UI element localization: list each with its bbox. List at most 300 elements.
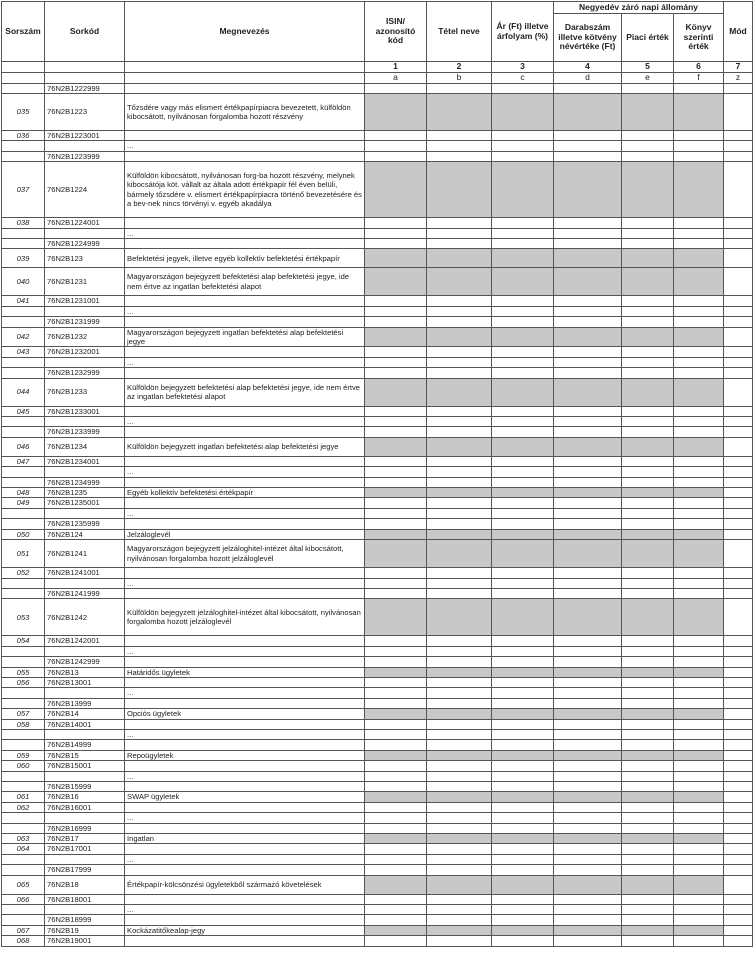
data-cell[interactable] [674, 467, 724, 477]
data-cell[interactable] [554, 467, 622, 477]
mod-cell[interactable] [724, 456, 753, 466]
data-cell[interactable] [492, 915, 554, 925]
data-cell[interactable] [492, 306, 554, 316]
data-cell[interactable] [492, 782, 554, 792]
data-cell[interactable] [622, 688, 674, 698]
data-cell[interactable] [554, 417, 622, 427]
data-cell[interactable] [427, 740, 492, 750]
data-cell[interactable] [674, 719, 724, 729]
mod-cell[interactable] [724, 347, 753, 357]
mod-cell[interactable] [724, 130, 753, 140]
data-cell[interactable] [554, 296, 622, 306]
data-cell[interactable] [674, 844, 724, 854]
data-cell[interactable] [554, 368, 622, 378]
data-cell[interactable] [622, 636, 674, 646]
data-cell[interactable] [554, 894, 622, 904]
data-cell[interactable] [622, 317, 674, 327]
data-cell[interactable] [674, 588, 724, 598]
data-cell[interactable] [554, 228, 622, 238]
data-cell[interactable] [492, 477, 554, 487]
data-cell[interactable] [427, 588, 492, 598]
data-cell[interactable] [427, 636, 492, 646]
data-cell[interactable] [622, 729, 674, 739]
data-cell[interactable] [622, 456, 674, 466]
data-cell[interactable] [622, 519, 674, 529]
mod-cell[interactable] [724, 792, 753, 802]
data-cell[interactable] [622, 936, 674, 946]
data-cell[interactable] [492, 894, 554, 904]
data-cell[interactable] [622, 740, 674, 750]
data-cell[interactable] [554, 317, 622, 327]
data-cell[interactable] [492, 296, 554, 306]
mod-cell[interactable] [724, 83, 753, 93]
data-cell[interactable] [365, 83, 427, 93]
data-cell[interactable] [554, 646, 622, 656]
data-cell[interactable] [492, 905, 554, 915]
mod-cell[interactable] [724, 740, 753, 750]
data-cell[interactable] [622, 508, 674, 518]
data-cell[interactable] [622, 417, 674, 427]
data-cell[interactable] [427, 729, 492, 739]
mod-cell[interactable] [724, 782, 753, 792]
data-cell[interactable] [427, 719, 492, 729]
data-cell[interactable] [674, 578, 724, 588]
mod-cell[interactable] [724, 296, 753, 306]
data-cell[interactable] [365, 519, 427, 529]
data-cell[interactable] [365, 218, 427, 228]
data-cell[interactable] [365, 636, 427, 646]
data-cell[interactable] [674, 130, 724, 140]
data-cell[interactable] [492, 498, 554, 508]
data-cell[interactable] [365, 296, 427, 306]
data-cell[interactable] [492, 813, 554, 823]
data-cell[interactable] [554, 588, 622, 598]
data-cell[interactable] [427, 456, 492, 466]
data-cell[interactable] [365, 151, 427, 161]
data-cell[interactable] [427, 854, 492, 864]
data-cell[interactable] [554, 677, 622, 687]
data-cell[interactable] [427, 802, 492, 812]
data-cell[interactable] [427, 368, 492, 378]
data-cell[interactable] [554, 813, 622, 823]
data-cell[interactable] [492, 347, 554, 357]
data-cell[interactable] [674, 456, 724, 466]
data-cell[interactable] [674, 357, 724, 367]
data-cell[interactable] [492, 141, 554, 151]
data-cell[interactable] [492, 456, 554, 466]
mod-cell[interactable] [724, 578, 753, 588]
data-cell[interactable] [365, 854, 427, 864]
data-cell[interactable] [554, 306, 622, 316]
data-cell[interactable] [622, 151, 674, 161]
data-cell[interactable] [622, 498, 674, 508]
data-cell[interactable] [554, 578, 622, 588]
data-cell[interactable] [622, 368, 674, 378]
mod-cell[interactable] [724, 865, 753, 875]
data-cell[interactable] [365, 477, 427, 487]
data-cell[interactable] [365, 141, 427, 151]
mod-cell[interactable] [724, 698, 753, 708]
data-cell[interactable] [365, 698, 427, 708]
data-cell[interactable] [674, 238, 724, 248]
data-cell[interactable] [674, 508, 724, 518]
data-cell[interactable] [622, 238, 674, 248]
data-cell[interactable] [492, 578, 554, 588]
data-cell[interactable] [674, 568, 724, 578]
data-cell[interactable] [674, 936, 724, 946]
mod-cell[interactable] [724, 925, 753, 935]
data-cell[interactable] [427, 568, 492, 578]
mod-cell[interactable] [724, 688, 753, 698]
data-cell[interactable] [365, 677, 427, 687]
data-cell[interactable] [492, 729, 554, 739]
data-cell[interactable] [492, 854, 554, 864]
data-cell[interactable] [492, 519, 554, 529]
data-cell[interactable] [492, 740, 554, 750]
data-cell[interactable] [674, 636, 724, 646]
data-cell[interactable] [554, 698, 622, 708]
data-cell[interactable] [427, 218, 492, 228]
data-cell[interactable] [554, 865, 622, 875]
data-cell[interactable] [365, 813, 427, 823]
data-cell[interactable] [427, 151, 492, 161]
data-cell[interactable] [554, 719, 622, 729]
data-cell[interactable] [365, 894, 427, 904]
data-cell[interactable] [554, 636, 622, 646]
mod-cell[interactable] [724, 667, 753, 677]
mod-cell[interactable] [724, 228, 753, 238]
data-cell[interactable] [554, 218, 622, 228]
data-cell[interactable] [365, 782, 427, 792]
data-cell[interactable] [365, 130, 427, 140]
data-cell[interactable] [674, 306, 724, 316]
data-cell[interactable] [622, 296, 674, 306]
mod-cell[interactable] [724, 823, 753, 833]
mod-cell[interactable] [724, 508, 753, 518]
mod-cell[interactable] [724, 729, 753, 739]
data-cell[interactable] [622, 698, 674, 708]
data-cell[interactable] [622, 677, 674, 687]
data-cell[interactable] [554, 347, 622, 357]
data-cell[interactable] [365, 844, 427, 854]
data-cell[interactable] [622, 588, 674, 598]
data-cell[interactable] [427, 688, 492, 698]
mod-cell[interactable] [724, 936, 753, 946]
data-cell[interactable] [365, 688, 427, 698]
data-cell[interactable] [427, 578, 492, 588]
mod-cell[interactable] [724, 568, 753, 578]
data-cell[interactable] [492, 865, 554, 875]
data-cell[interactable] [492, 677, 554, 687]
mod-cell[interactable] [724, 709, 753, 719]
mod-cell[interactable] [724, 477, 753, 487]
data-cell[interactable] [622, 578, 674, 588]
mod-cell[interactable] [724, 588, 753, 598]
data-cell[interactable] [674, 865, 724, 875]
data-cell[interactable] [674, 477, 724, 487]
data-cell[interactable] [554, 915, 622, 925]
mod-cell[interactable] [724, 417, 753, 427]
data-cell[interactable] [492, 467, 554, 477]
data-cell[interactable] [365, 905, 427, 915]
data-cell[interactable] [554, 782, 622, 792]
data-cell[interactable] [492, 417, 554, 427]
data-cell[interactable] [674, 296, 724, 306]
data-cell[interactable] [554, 905, 622, 915]
data-cell[interactable] [427, 915, 492, 925]
data-cell[interactable] [427, 347, 492, 357]
data-cell[interactable] [622, 406, 674, 416]
data-cell[interactable] [674, 141, 724, 151]
data-cell[interactable] [622, 141, 674, 151]
data-cell[interactable] [554, 83, 622, 93]
data-cell[interactable] [622, 657, 674, 667]
data-cell[interactable] [427, 477, 492, 487]
data-cell[interactable] [622, 894, 674, 904]
data-cell[interactable] [492, 823, 554, 833]
data-cell[interactable] [554, 844, 622, 854]
data-cell[interactable] [554, 936, 622, 946]
data-cell[interactable] [427, 130, 492, 140]
data-cell[interactable] [554, 688, 622, 698]
data-cell[interactable] [427, 823, 492, 833]
mod-cell[interactable] [724, 378, 753, 406]
data-cell[interactable] [427, 865, 492, 875]
data-cell[interactable] [427, 698, 492, 708]
data-cell[interactable] [622, 218, 674, 228]
data-cell[interactable] [365, 508, 427, 518]
data-cell[interactable] [492, 719, 554, 729]
mod-cell[interactable] [724, 750, 753, 760]
data-cell[interactable] [674, 915, 724, 925]
mod-cell[interactable] [724, 467, 753, 477]
data-cell[interactable] [622, 771, 674, 781]
data-cell[interactable] [554, 740, 622, 750]
data-cell[interactable] [674, 646, 724, 656]
data-cell[interactable] [622, 854, 674, 864]
data-cell[interactable] [427, 467, 492, 477]
mod-cell[interactable] [724, 834, 753, 844]
data-cell[interactable] [365, 238, 427, 248]
data-cell[interactable] [674, 802, 724, 812]
data-cell[interactable] [492, 646, 554, 656]
data-cell[interactable] [674, 698, 724, 708]
mod-cell[interactable] [724, 317, 753, 327]
mod-cell[interactable] [724, 854, 753, 864]
data-cell[interactable] [427, 813, 492, 823]
data-cell[interactable] [365, 427, 427, 437]
data-cell[interactable] [365, 498, 427, 508]
data-cell[interactable] [674, 905, 724, 915]
data-cell[interactable] [554, 519, 622, 529]
mod-cell[interactable] [724, 498, 753, 508]
data-cell[interactable] [674, 498, 724, 508]
data-cell[interactable] [492, 228, 554, 238]
mod-cell[interactable] [724, 875, 753, 894]
data-cell[interactable] [427, 296, 492, 306]
data-cell[interactable] [492, 802, 554, 812]
data-cell[interactable] [554, 141, 622, 151]
data-cell[interactable] [674, 740, 724, 750]
mod-cell[interactable] [724, 162, 753, 218]
data-cell[interactable] [492, 406, 554, 416]
data-cell[interactable] [365, 936, 427, 946]
data-cell[interactable] [674, 228, 724, 238]
data-cell[interactable] [674, 854, 724, 864]
data-cell[interactable] [365, 865, 427, 875]
data-cell[interactable] [554, 498, 622, 508]
mod-cell[interactable] [724, 844, 753, 854]
mod-cell[interactable] [724, 540, 753, 568]
mod-cell[interactable] [724, 719, 753, 729]
data-cell[interactable] [622, 306, 674, 316]
data-cell[interactable] [622, 865, 674, 875]
data-cell[interactable] [492, 688, 554, 698]
mod-cell[interactable] [724, 677, 753, 687]
mod-cell[interactable] [724, 437, 753, 456]
mod-cell[interactable] [724, 529, 753, 539]
data-cell[interactable] [674, 761, 724, 771]
mod-cell[interactable] [724, 488, 753, 498]
mod-cell[interactable] [724, 813, 753, 823]
data-cell[interactable] [554, 657, 622, 667]
mod-cell[interactable] [724, 357, 753, 367]
mod-cell[interactable] [724, 636, 753, 646]
data-cell[interactable] [492, 771, 554, 781]
data-cell[interactable] [427, 657, 492, 667]
data-cell[interactable] [674, 771, 724, 781]
data-cell[interactable] [492, 936, 554, 946]
data-cell[interactable] [554, 771, 622, 781]
data-cell[interactable] [674, 83, 724, 93]
mod-cell[interactable] [724, 238, 753, 248]
data-cell[interactable] [492, 83, 554, 93]
data-cell[interactable] [622, 427, 674, 437]
data-cell[interactable] [554, 456, 622, 466]
data-cell[interactable] [674, 347, 724, 357]
data-cell[interactable] [674, 317, 724, 327]
data-cell[interactable] [492, 568, 554, 578]
data-cell[interactable] [622, 844, 674, 854]
data-cell[interactable] [365, 467, 427, 477]
data-cell[interactable] [554, 729, 622, 739]
data-cell[interactable] [492, 427, 554, 437]
mod-cell[interactable] [724, 306, 753, 316]
data-cell[interactable] [365, 228, 427, 238]
data-cell[interactable] [427, 646, 492, 656]
data-cell[interactable] [622, 228, 674, 238]
data-cell[interactable] [427, 905, 492, 915]
data-cell[interactable] [427, 406, 492, 416]
data-cell[interactable] [492, 218, 554, 228]
data-cell[interactable] [492, 698, 554, 708]
data-cell[interactable] [365, 823, 427, 833]
data-cell[interactable] [427, 519, 492, 529]
data-cell[interactable] [427, 141, 492, 151]
data-cell[interactable] [365, 347, 427, 357]
data-cell[interactable] [365, 306, 427, 316]
data-cell[interactable] [365, 357, 427, 367]
data-cell[interactable] [622, 347, 674, 357]
data-cell[interactable] [492, 317, 554, 327]
data-cell[interactable] [427, 894, 492, 904]
data-cell[interactable] [622, 915, 674, 925]
data-cell[interactable] [622, 905, 674, 915]
data-cell[interactable] [427, 677, 492, 687]
data-cell[interactable] [554, 761, 622, 771]
data-cell[interactable] [365, 740, 427, 750]
data-cell[interactable] [427, 936, 492, 946]
data-cell[interactable] [554, 802, 622, 812]
data-cell[interactable] [492, 844, 554, 854]
data-cell[interactable] [492, 151, 554, 161]
mod-cell[interactable] [724, 519, 753, 529]
mod-cell[interactable] [724, 406, 753, 416]
data-cell[interactable] [674, 729, 724, 739]
data-cell[interactable] [622, 467, 674, 477]
data-cell[interactable] [622, 357, 674, 367]
data-cell[interactable] [492, 761, 554, 771]
data-cell[interactable] [554, 406, 622, 416]
data-cell[interactable] [365, 368, 427, 378]
mod-cell[interactable] [724, 599, 753, 636]
mod-cell[interactable] [724, 905, 753, 915]
data-cell[interactable] [427, 771, 492, 781]
data-cell[interactable] [622, 813, 674, 823]
data-cell[interactable] [554, 238, 622, 248]
data-cell[interactable] [365, 657, 427, 667]
data-cell[interactable] [427, 357, 492, 367]
mod-cell[interactable] [724, 894, 753, 904]
data-cell[interactable] [427, 844, 492, 854]
data-cell[interactable] [674, 427, 724, 437]
mod-cell[interactable] [724, 93, 753, 130]
data-cell[interactable] [365, 417, 427, 427]
data-cell[interactable] [674, 894, 724, 904]
data-cell[interactable] [427, 761, 492, 771]
data-cell[interactable] [365, 568, 427, 578]
data-cell[interactable] [492, 657, 554, 667]
data-cell[interactable] [492, 130, 554, 140]
data-cell[interactable] [365, 406, 427, 416]
mod-cell[interactable] [724, 151, 753, 161]
mod-cell[interactable] [724, 771, 753, 781]
data-cell[interactable] [554, 357, 622, 367]
data-cell[interactable] [492, 508, 554, 518]
data-cell[interactable] [622, 477, 674, 487]
data-cell[interactable] [622, 568, 674, 578]
data-cell[interactable] [674, 782, 724, 792]
data-cell[interactable] [674, 823, 724, 833]
data-cell[interactable] [365, 578, 427, 588]
mod-cell[interactable] [724, 218, 753, 228]
data-cell[interactable] [674, 368, 724, 378]
mod-cell[interactable] [724, 657, 753, 667]
data-cell[interactable] [622, 83, 674, 93]
data-cell[interactable] [492, 588, 554, 598]
data-cell[interactable] [492, 357, 554, 367]
data-cell[interactable] [674, 813, 724, 823]
data-cell[interactable] [365, 719, 427, 729]
data-cell[interactable] [365, 456, 427, 466]
data-cell[interactable] [365, 802, 427, 812]
data-cell[interactable] [554, 823, 622, 833]
mod-cell[interactable] [724, 427, 753, 437]
data-cell[interactable] [674, 657, 724, 667]
data-cell[interactable] [554, 568, 622, 578]
data-cell[interactable] [427, 417, 492, 427]
mod-cell[interactable] [724, 141, 753, 151]
